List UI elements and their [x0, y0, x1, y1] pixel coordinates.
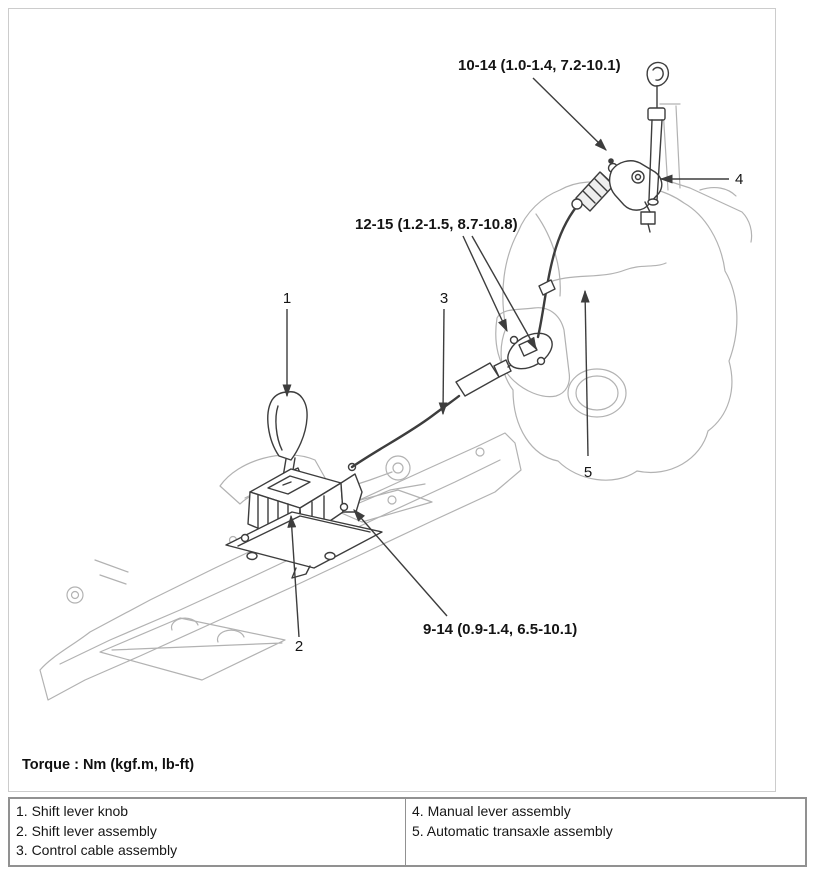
cable-damper: [456, 363, 499, 396]
legend-item: 2. Shift lever assembly: [16, 822, 157, 839]
floor-stud-1: [388, 496, 396, 504]
floor-pan-outline: [40, 433, 521, 700]
part-number-3: 3: [439, 290, 449, 307]
legend-table: [8, 797, 807, 867]
floor-grommet-inner: [72, 592, 79, 599]
dipstick-handle: [647, 63, 668, 86]
legend-cell-right: [405, 799, 805, 865]
assembly-base-bolt-2: [242, 535, 249, 542]
cable-adjuster-end: [572, 199, 582, 209]
transaxle-drawing: [496, 104, 752, 480]
assembly-foot-right: [325, 553, 335, 560]
floor-front-panel: [100, 618, 285, 680]
transaxle-ring-inner: [576, 376, 618, 410]
leader-part-3: [443, 309, 444, 414]
dipstick-drawing: [647, 63, 668, 205]
mount-bolt-upper: [511, 337, 518, 344]
manual-lever-nut: [632, 171, 644, 183]
transaxle-body-wave: [545, 263, 666, 284]
parking-brake-pivot-inner: [393, 463, 403, 473]
dipstick-tube-end: [648, 199, 658, 205]
leader-part-5: [585, 291, 588, 456]
cable-end-bolt: [608, 158, 614, 164]
assembly-foot-left: [247, 553, 257, 560]
manual-lever-drawing: [610, 161, 662, 232]
part-number-5: 5: [583, 464, 593, 481]
floor-grommet: [67, 587, 83, 603]
cable-sheath-collar: [539, 280, 555, 295]
mount-bolt-lower: [538, 358, 545, 365]
shift-lever-knob: [268, 392, 307, 460]
leader-torque-12-15-a: [463, 236, 507, 331]
floor-bump-right: [218, 630, 244, 642]
legend-item: 3. Control cable assembly: [16, 842, 178, 858]
transaxle-outline: [501, 182, 737, 480]
parking-brake-pivot: [386, 456, 410, 480]
manual-lever-link: [641, 212, 655, 224]
leader-torque-10-14: [533, 78, 606, 150]
torque-units-note: Torque : Nm (kgf.m, lb-ft): [22, 757, 195, 773]
floor-stud-2: [476, 448, 484, 456]
part-number-1: 1: [282, 290, 292, 307]
control-cable-drawing: [352, 158, 618, 467]
torque-callout-9-14: 9-14 (0.9-1.4, 6.5-10.1): [423, 621, 578, 638]
leader-torque-9-14: [354, 510, 447, 616]
assembly-base-bolt: [341, 504, 348, 511]
torque-callout-10-14: 10-14 (1.0-1.4, 7.2-10.1): [458, 57, 621, 74]
dipstick-cap: [648, 108, 665, 120]
legend-item: 5. Automatic transaxle assembly: [412, 822, 613, 839]
torque-callout-12-15: 12-15 (1.2-1.5, 8.7-10.8): [355, 216, 518, 233]
legend-item: 4. Manual lever assembly: [412, 803, 571, 819]
legend-item: 1. Shift lever knob: [16, 803, 129, 819]
part-number-4: 4: [735, 171, 744, 188]
floor-bracket-lines: [95, 560, 128, 584]
part-number-2: 2: [294, 638, 304, 655]
legend-cell-left: [10, 799, 405, 865]
